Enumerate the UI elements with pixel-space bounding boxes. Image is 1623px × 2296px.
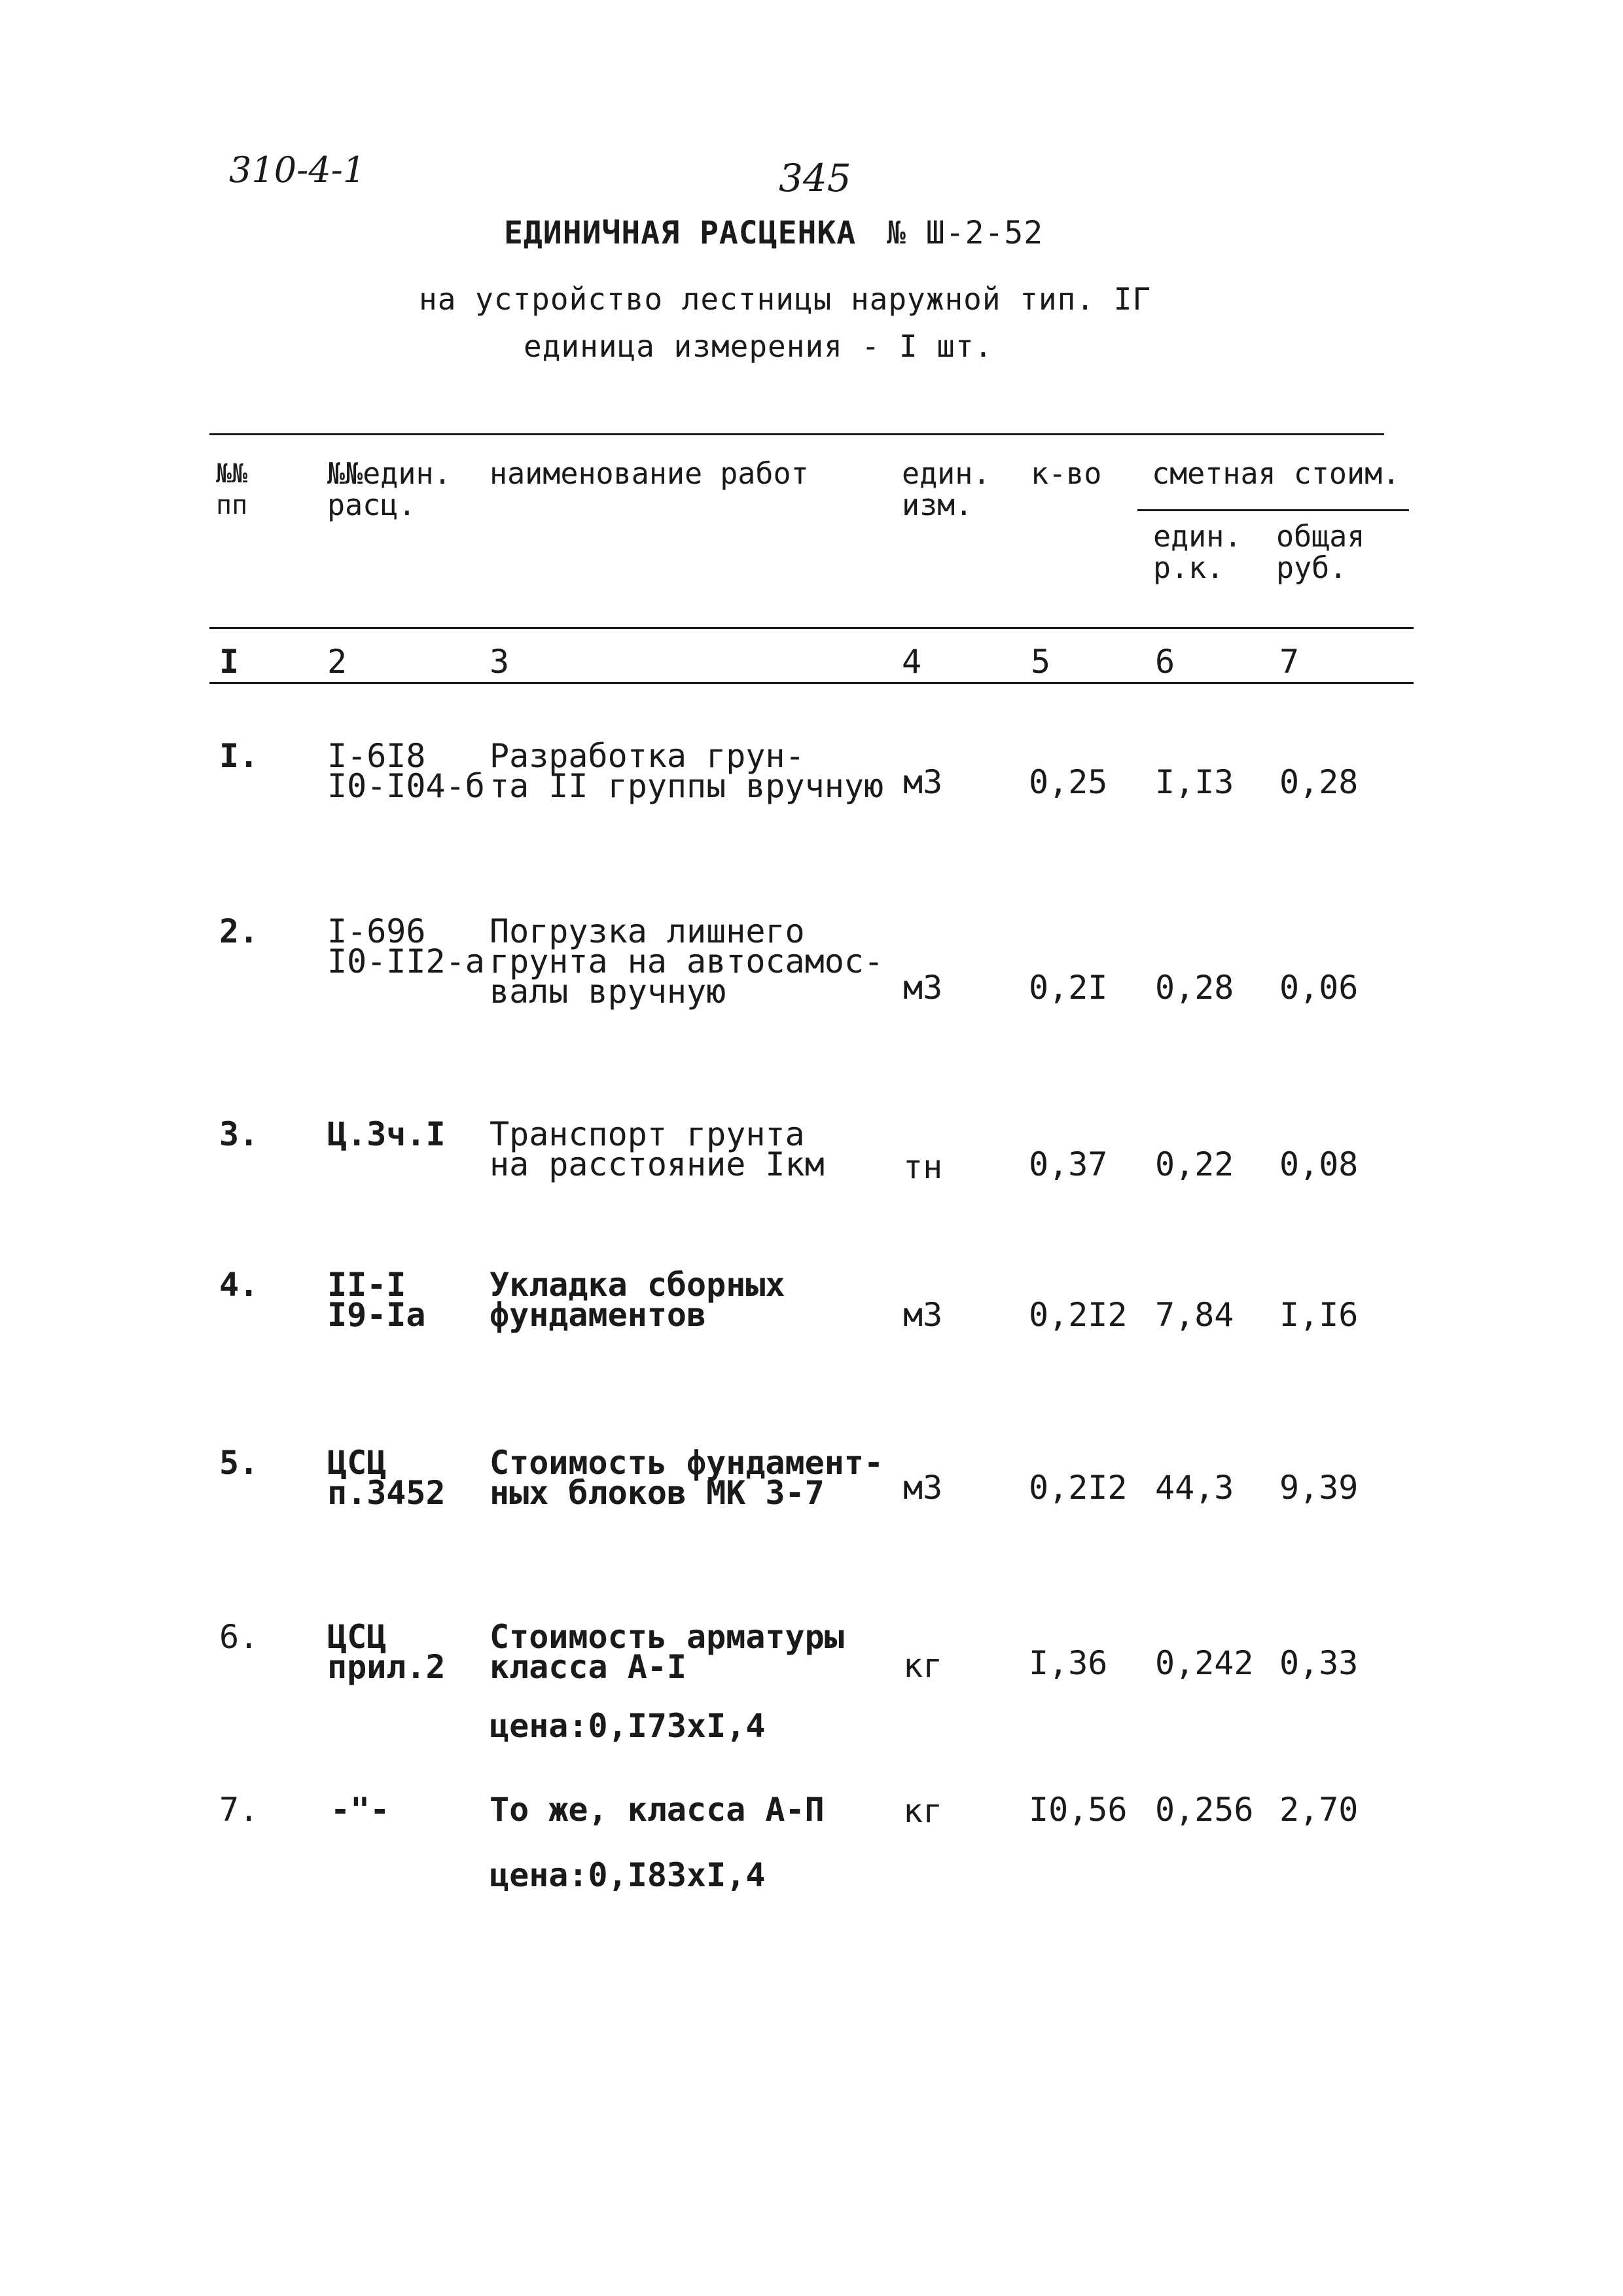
quantity: 0,25 — [1029, 763, 1108, 801]
subtitle-work: на устройство лестницы наружной тип. IГ — [419, 281, 1152, 317]
total-cost: 0,28 — [1279, 763, 1359, 801]
row-number: 5. — [219, 1444, 259, 1482]
total-cost: I,I6 — [1279, 1296, 1359, 1334]
cost-header-rule — [1137, 509, 1409, 511]
row-number: 3. — [219, 1115, 259, 1153]
header-unit-price: един. р.к. — [1153, 519, 1242, 585]
column-number-2: 2 — [327, 643, 348, 681]
unit-price: 44,3 — [1155, 1469, 1234, 1507]
header-total: общая руб. — [1276, 519, 1365, 585]
work-name: Укладка сборных фундаментов — [490, 1266, 785, 1334]
rate-code: I-696 I0-II2-а — [327, 912, 485, 980]
column-number-6: 6 — [1155, 643, 1175, 681]
row-number: 4. — [219, 1266, 259, 1304]
header-unit: един. изм. — [902, 456, 991, 522]
row-number: 7. — [219, 1791, 259, 1829]
column-number-1: I — [219, 643, 240, 681]
quantity: 0,2I2 — [1029, 1469, 1128, 1507]
quantity: 0,2I — [1029, 969, 1108, 1007]
header-work-name: наименование работ — [490, 456, 809, 491]
unit: м3 — [903, 763, 943, 801]
total-cost: 0,08 — [1279, 1145, 1359, 1183]
work-name: Разработка грун- та II группы вручную — [490, 737, 884, 805]
price-note: цена:0,I83хI,4 — [490, 1856, 766, 1894]
header-estimated-cost: сметная стоим. — [1152, 456, 1400, 491]
rate-code: II-I I9-Iа — [327, 1266, 426, 1334]
unit: тн — [903, 1148, 943, 1186]
subtitle-unit: единица измерения - I шт. — [524, 329, 993, 364]
rate-code: I-6I8 I0-I04-б — [327, 737, 485, 805]
unit-price: I,I3 — [1155, 763, 1234, 801]
column-numbers-rule — [209, 682, 1414, 684]
total-cost: 9,39 — [1279, 1469, 1359, 1507]
table-top-rule — [209, 433, 1384, 435]
row-number: 6. — [219, 1618, 259, 1656]
unit: м3 — [903, 1469, 943, 1507]
unit-price: 7,84 — [1155, 1296, 1234, 1334]
unit-price: 0,28 — [1155, 969, 1234, 1007]
rate-number: № Ш-2-52 — [887, 215, 1044, 251]
row-number: I. — [219, 737, 259, 775]
rate-code: -"- — [330, 1791, 390, 1829]
unit: кг — [903, 1792, 943, 1830]
header-rate-code: №№един. расц. — [327, 456, 452, 522]
work-name: Погрузка лишнего грунта на автосамос- валы вручную — [490, 912, 884, 1011]
unit-price: 0,242 — [1155, 1644, 1254, 1682]
total-cost: 0,06 — [1279, 969, 1359, 1007]
column-number-5: 5 — [1031, 643, 1051, 681]
row-number: 2. — [219, 912, 259, 950]
header-quantity: к-во — [1031, 456, 1102, 491]
column-number-4: 4 — [902, 643, 922, 681]
rate-code: Ц.3ч.I — [327, 1115, 446, 1153]
rate-code: ЦСЦ п.3452 — [327, 1444, 446, 1512]
total-cost: 0,33 — [1279, 1644, 1359, 1682]
unit: м3 — [903, 969, 943, 1007]
quantity: I0,56 — [1029, 1791, 1128, 1829]
work-name: То же, класса А-П — [490, 1791, 825, 1829]
column-number-7: 7 — [1279, 643, 1300, 681]
rate-code: ЦСЦ прил.2 — [327, 1618, 446, 1686]
price-note: цена:0,I73хI,4 — [490, 1707, 766, 1745]
handwritten-doc-code: 310-4-1 — [229, 149, 366, 190]
document-title: ЕДИНИЧНАЯ РАСЦЕНКА — [504, 215, 857, 251]
quantity: 0,2I2 — [1029, 1296, 1128, 1334]
total-cost: 2,70 — [1279, 1791, 1359, 1829]
work-name: Транспорт грунта на расстояние Iкм — [490, 1115, 825, 1183]
work-name: Стоимость фундамент- ных блоков МК 3-7 — [490, 1444, 884, 1512]
unit-price: 0,256 — [1155, 1791, 1254, 1829]
quantity: 0,37 — [1029, 1145, 1108, 1183]
quantity: I,36 — [1029, 1644, 1108, 1682]
handwritten-page-number: 345 — [779, 156, 851, 200]
work-name: Стоимость арматуры класса А-I — [490, 1618, 844, 1686]
header-row-number: №№ пп — [216, 459, 248, 520]
unit: м3 — [903, 1296, 943, 1334]
unit: кг — [903, 1647, 943, 1685]
column-number-3: 3 — [490, 643, 510, 681]
unit-price: 0,22 — [1155, 1145, 1234, 1183]
header-bottom-rule — [209, 627, 1414, 629]
